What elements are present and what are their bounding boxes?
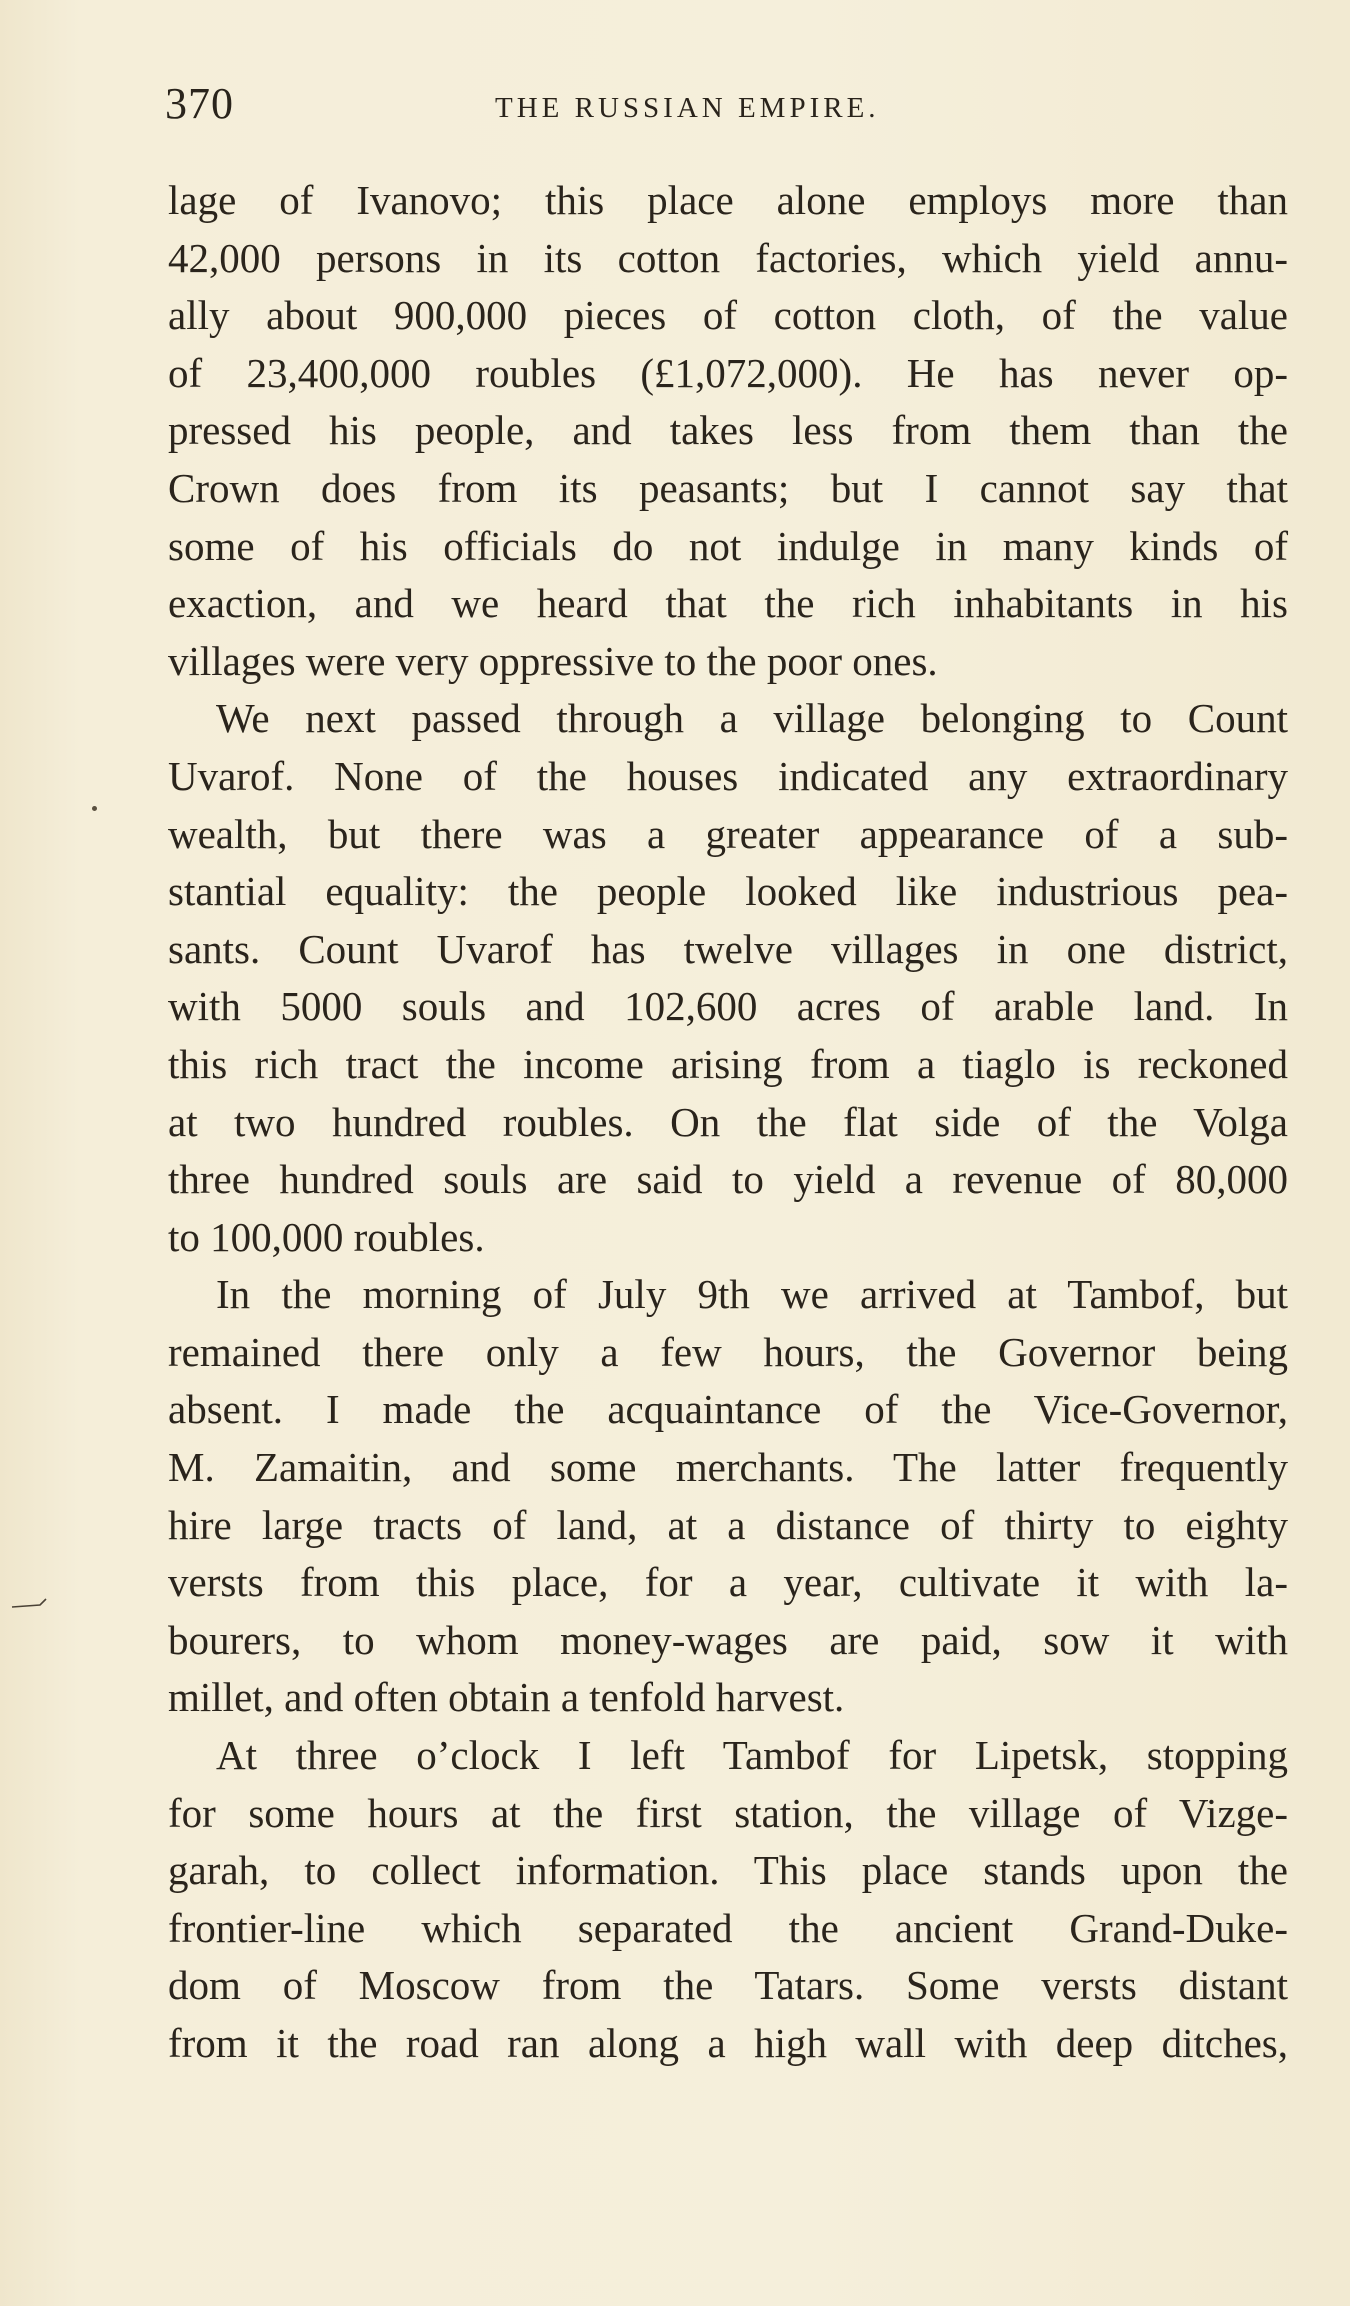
text-line: bourers, to whom money-wages are paid, sow it with	[168, 1616, 1288, 1663]
margin-dot	[92, 806, 97, 811]
text-line: At three o’clock I left Tambof for Lipetsk, stopping	[216, 1732, 1288, 1779]
text-line: to 100,000 roubles.	[168, 1213, 485, 1260]
text-line: ally about 900,000 pieces of cotton cloth, of the value	[168, 292, 1288, 339]
text-line: stantial equality: the people looked like industrious pea-	[168, 868, 1288, 915]
text-line: versts from this place, for a year, cultivate it with la-	[168, 1559, 1288, 1606]
text-line: at two hundred roubles. On the flat side of the Volga	[168, 1098, 1288, 1145]
text-line: wealth, but there was a greater appearance of a sub-	[168, 810, 1288, 857]
text-line: garah, to collect information. This place stands upon the	[168, 1847, 1288, 1894]
text-line: some of his officials do not indulge in many kinds of	[168, 522, 1288, 569]
text-line: three hundred souls are said to yield a revenue of 80,000	[168, 1156, 1288, 1203]
text-line: with 5000 souls and 102,600 acres of arable land. In	[168, 983, 1288, 1030]
text-line: Uvarof. None of the houses indicated any extraordinary	[168, 752, 1288, 799]
page-number: 370	[165, 79, 234, 128]
text-line: hire large tracts of land, at a distance of thirty to eighty	[168, 1501, 1288, 1548]
body-text	[168, 172, 1288, 2073]
text-line: villages were very oppressive to the poor ones.	[168, 637, 938, 684]
text-line: sants. Count Uvarof has twelve villages in one district,	[168, 925, 1288, 972]
text-line: for some hours at the first station, the village of Vizge-	[168, 1789, 1288, 1836]
text-line: lage of Ivanovo; this place alone employs more than	[168, 177, 1288, 223]
text-line: from it the road ran along a high wall with deep ditches,	[168, 2020, 1288, 2066]
text-line: absent. I made the acquaintance of the Vice-Governor,	[168, 1386, 1288, 1433]
text-line: millet, and often obtain a tenfold harvest.	[168, 1674, 845, 1721]
running-head: THE RUSSIAN EMPIRE.	[495, 92, 880, 124]
text-line: pressed his people, and takes less from them than the	[168, 407, 1288, 454]
text-line: of 23,400,000 roubles (£1,072,000). He has never op-	[168, 349, 1288, 396]
text-line: Crown does from its peasants; but I cannot say that	[168, 464, 1288, 511]
text-line: remained there only a few hours, the Governor being	[168, 1328, 1288, 1375]
text-line: 42,000 persons in its cotton factories, which yield annu-	[168, 234, 1288, 281]
text-line: exaction, and we heard that the rich inhabitants in his	[168, 580, 1288, 627]
text-line: this rich tract the income arising from a tiaglo is reckoned	[168, 1040, 1288, 1087]
page-header	[165, 78, 1285, 138]
text-line: dom of Moscow from the Tatars. Some versts distant	[168, 1962, 1288, 2009]
text-line: We next passed through a village belonging to Count	[216, 695, 1288, 742]
text-line: frontier-line which separated the ancient Grand-Duke-	[168, 1904, 1288, 1951]
margin-pencil-mark	[10, 1596, 50, 1610]
text-line: In the morning of July 9th we arrived at Tambof, but	[216, 1271, 1288, 1318]
text-line: M. Zamaitin, and some merchants. The latter frequently	[168, 1444, 1288, 1491]
